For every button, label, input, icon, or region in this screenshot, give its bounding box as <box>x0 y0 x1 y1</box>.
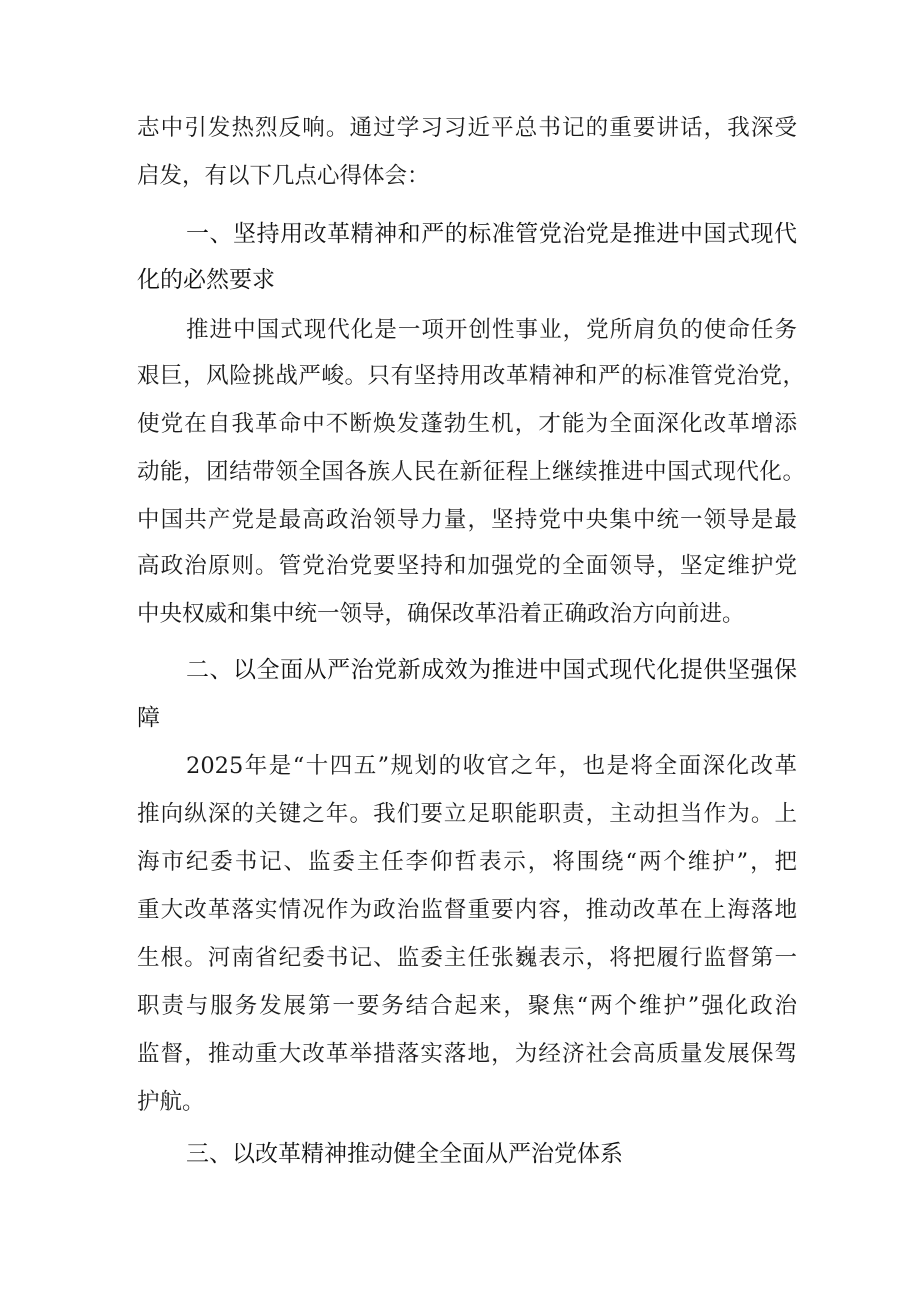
section-1-body-line-4: 动能，团结带领全国各族人民在新征程上继续推进中国式现代化。 <box>137 459 805 485</box>
intro-line-1: 志中引发热烈反响。通过学习习近平总书记的重要讲话，我深受 <box>137 115 797 141</box>
section-2-body-line-4: 重大改革落实情况作为政治监督重要内容，推动改革在上海落地 <box>137 897 797 923</box>
section-2-heading-line-1: 二、以全面从严治党新成效为推进中国式现代化提供坚强保 <box>186 657 797 683</box>
section-2-heading-line-2: 障 <box>137 705 160 731</box>
section-2-body-line-5: 生根。河南省纪委书记、监委主任张巍表示，将把履行监督第一 <box>137 945 797 971</box>
section-1-body-line-1: 推进中国式现代化是一项开创性事业，党所肩负的使命任务 <box>186 317 797 343</box>
section-1-body-line-7: 中央权威和集中统一领导，确保改革沿着正确政治方向前进。 <box>137 601 745 627</box>
section-1-heading-line-1: 一、坚持用改革精神和严的标准管党治党是推进中国式现代 <box>186 221 797 247</box>
intro-line-2: 启发，有以下几点心得体会： <box>137 163 430 189</box>
section-2-body-line-6: 职责与服务发展第一要务结合起来，聚焦“两个维护”强化政治 <box>137 993 797 1019</box>
section-1-heading-line-2: 化的必然要求 <box>137 267 275 293</box>
section-1-body-line-5: 中国共产党是最高政治领导力量，坚持党中央集中统一领导是最 <box>137 507 797 533</box>
section-1-body-line-2: 艰巨，风险挑战严峻。只有坚持用改革精神和严的标准管党治党， <box>137 363 805 389</box>
section-2-body-line-1: 2025年是“十四五”规划的收官之年，也是将全面深化改革 <box>186 753 797 779</box>
section-3-heading-line-1: 三、以改革精神推动健全全面从严治党体系 <box>186 1141 623 1167</box>
section-2-body-line-7: 监督，推动重大改革举措落实落地，为经济社会高质量发展保驾 <box>137 1041 797 1067</box>
section-2-body-line-2: 推向纵深的关键之年。我们要立足职能职责，主动担当作为。上 <box>137 801 797 827</box>
section-1-body-line-6: 高政治原则。管党治党要坚持和加强党的全面领导，坚定维护党 <box>137 553 797 579</box>
section-2-body-line-3: 海市纪委书记、监委主任李仰哲表示，将围绕“两个维护”，把 <box>137 849 797 875</box>
section-1-body-line-3: 使党在自我革命中不断焕发蓬勃生机，才能为全面深化改革增添 <box>137 411 797 437</box>
section-2-body-line-8: 护航。 <box>137 1089 205 1115</box>
